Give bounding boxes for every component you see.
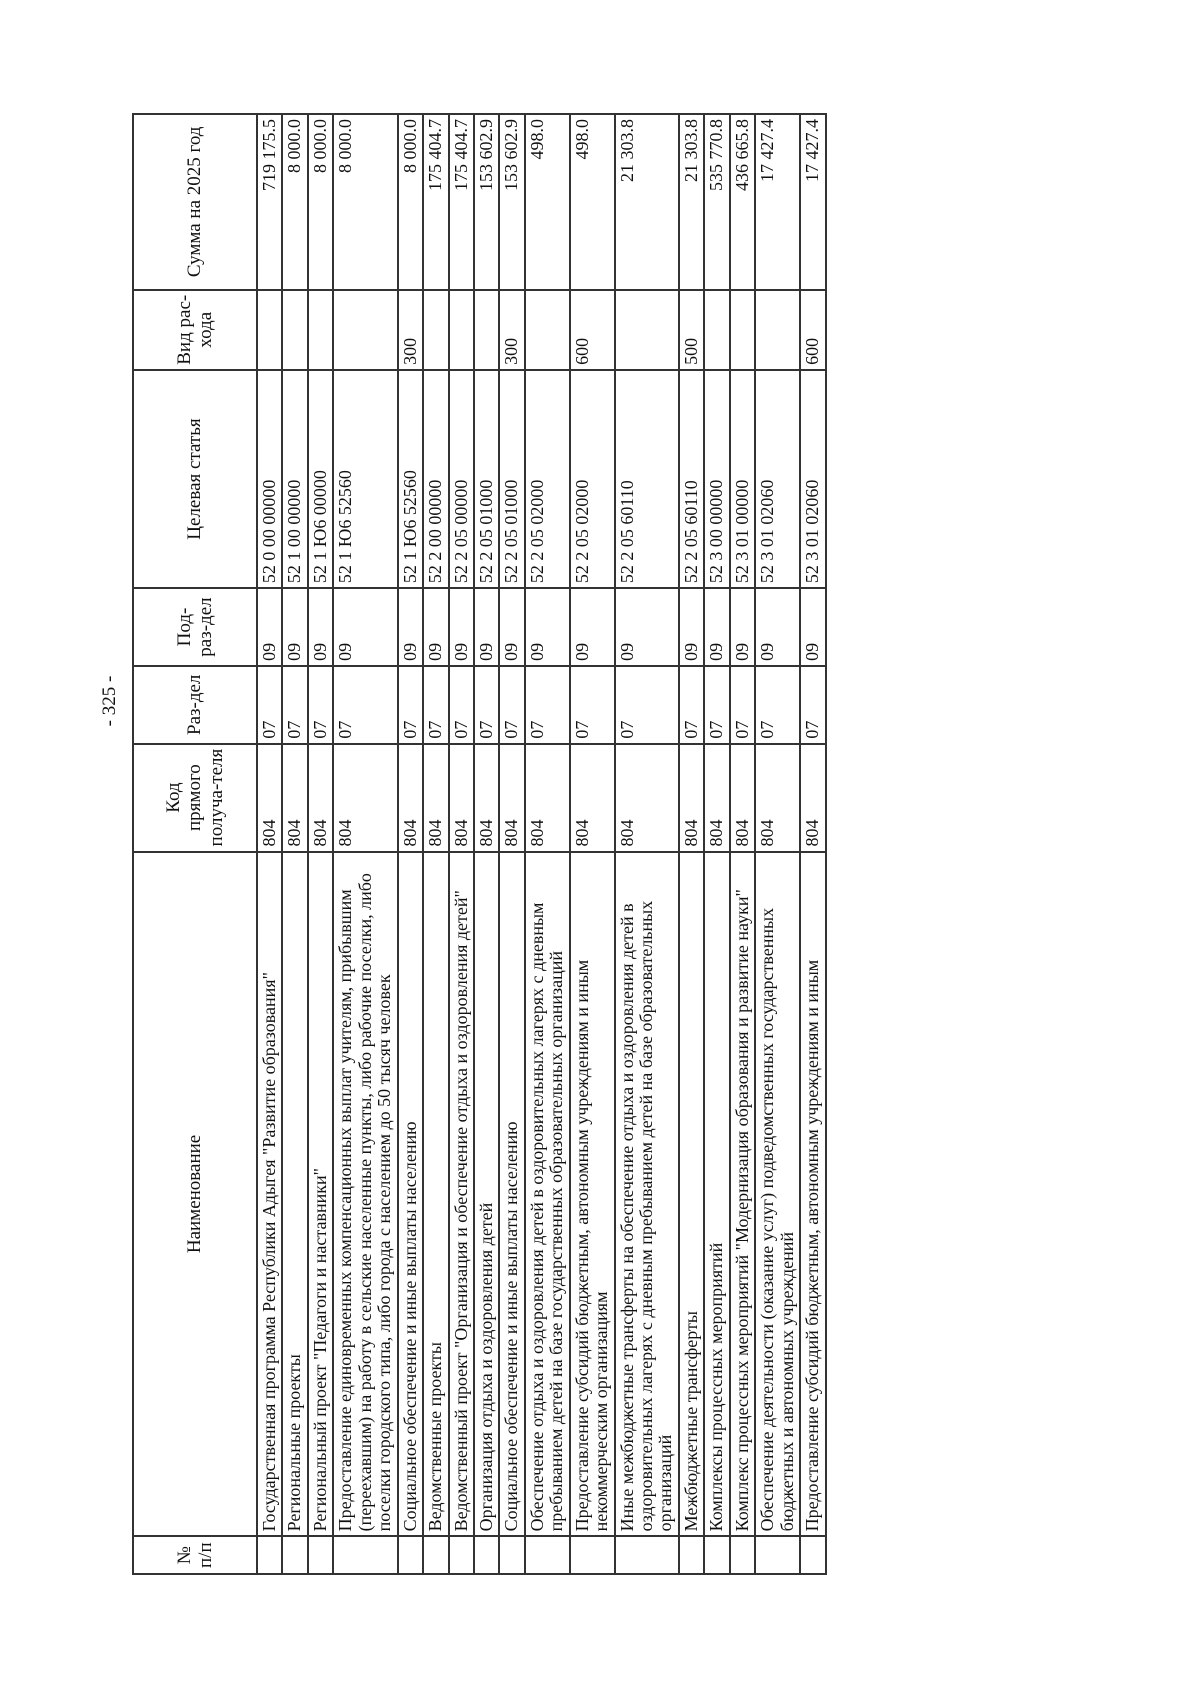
cell-expense-type: [755, 290, 800, 370]
cell-subsection: 09: [308, 588, 333, 666]
table-row: [755, 114, 800, 1574]
cell-target: 52 1 Ю6 52560: [333, 370, 397, 588]
cell-expense-type: [615, 290, 679, 370]
header-target: Целевая статья: [133, 370, 257, 588]
cell-recipient: 804: [570, 744, 615, 852]
cell-section: 07: [474, 666, 499, 744]
cell-target: 52 3 01 02060: [800, 370, 825, 588]
cell-no: [800, 1536, 825, 1574]
cell-recipient: 804: [333, 744, 397, 852]
header-name: Наименование: [133, 852, 257, 1537]
cell-no: [679, 1536, 704, 1574]
header-recipient: Код прямого получа-теля: [133, 744, 257, 852]
cell-sum: 8 000.0: [282, 114, 307, 290]
cell-name: Социальное обеспечение и иные выплаты населению: [398, 852, 423, 1537]
cell-subsection: 09: [474, 588, 499, 666]
cell-no: [615, 1536, 679, 1574]
cell-target: 52 2 05 01000: [474, 370, 499, 588]
cell-section: 07: [730, 666, 755, 744]
cell-subsection: 09: [679, 588, 704, 666]
cell-name: Межбюджетные трансферты: [679, 852, 704, 1537]
cell-name: Предоставление субсидий бюджетным, автономным учреждениям и иным некоммерческим организациям: [570, 852, 615, 1537]
cell-section: 07: [257, 666, 282, 744]
cell-recipient: 804: [679, 744, 704, 852]
cell-subsection: 09: [755, 588, 800, 666]
cell-section: 07: [679, 666, 704, 744]
cell-subsection: 09: [730, 588, 755, 666]
cell-subsection: 09: [499, 588, 524, 666]
cell-sum: 21 303.8: [615, 114, 679, 290]
table-header-row: [133, 114, 257, 1574]
cell-no: [730, 1536, 755, 1574]
cell-section: 07: [449, 666, 474, 744]
header-sum: Сумма на 2025 год: [133, 114, 257, 290]
table-row: [570, 114, 615, 1574]
cell-recipient: 804: [615, 744, 679, 852]
cell-section: 07: [755, 666, 800, 744]
cell-name: Государственная программа Республики Адыгея "Развитие образования": [257, 852, 282, 1537]
table-row: [308, 114, 333, 1574]
cell-expense-type: 300: [398, 290, 423, 370]
cell-subsection: 09: [423, 588, 448, 666]
cell-target: 52 3 01 02060: [755, 370, 800, 588]
cell-subsection: 09: [800, 588, 825, 666]
cell-name: Региональные проекты: [282, 852, 307, 1537]
cell-recipient: 804: [474, 744, 499, 852]
cell-sum: 175 404.7: [449, 114, 474, 290]
cell-section: 07: [423, 666, 448, 744]
cell-sum: 153 602.9: [474, 114, 499, 290]
cell-no: [282, 1536, 307, 1574]
cell-no: [499, 1536, 524, 1574]
cell-name: Организация отдыха и оздоровления детей: [474, 852, 499, 1537]
cell-subsection: 09: [570, 588, 615, 666]
table-row: [704, 114, 729, 1574]
cell-expense-type: [333, 290, 397, 370]
cell-target: 52 2 05 00000: [449, 370, 474, 588]
cell-target: 52 2 05 02000: [570, 370, 615, 588]
table-row: [679, 114, 704, 1574]
cell-subsection: 09: [333, 588, 397, 666]
cell-sum: 436 665.8: [730, 114, 755, 290]
cell-expense-type: [449, 290, 474, 370]
cell-name: Ведомственные проекты: [423, 852, 448, 1537]
cell-target: 52 1 00 00000: [282, 370, 307, 588]
cell-no: [308, 1536, 333, 1574]
table-row: [615, 114, 679, 1574]
cell-no: [449, 1536, 474, 1574]
header-no: № п/п: [133, 1536, 257, 1574]
cell-name: Региональный проект "Педагоги и наставники": [308, 852, 333, 1537]
cell-expense-type: [308, 290, 333, 370]
cell-expense-type: [730, 290, 755, 370]
page-number: - 325 -: [99, 675, 120, 727]
cell-no: [755, 1536, 800, 1574]
cell-no: [525, 1536, 570, 1574]
cell-target: 52 2 05 60110: [679, 370, 704, 588]
cell-recipient: 804: [257, 744, 282, 852]
table-row: [257, 114, 282, 1574]
cell-name: Иные межбюджетные трансферты на обеспечение отдыха и оздоровления детей в оздоровительных лагерях с дневным пребыванием детей на базе образовательных организаций: [615, 852, 679, 1537]
table-row: [800, 114, 825, 1574]
cell-name: Комплекс процессных мероприятий "Модернизация образования и развитие науки": [730, 852, 755, 1537]
cell-subsection: 09: [615, 588, 679, 666]
table-row: [333, 114, 397, 1574]
cell-target: 52 1 Ю6 00000: [308, 370, 333, 588]
cell-recipient: 804: [282, 744, 307, 852]
cell-sum: 21 303.8: [679, 114, 704, 290]
cell-section: 07: [704, 666, 729, 744]
cell-subsection: 09: [449, 588, 474, 666]
cell-name: Обеспечение отдыха и оздоровления детей в оздоровительных лагерях с дневным пребыванием детей на базе государственных образовательных организаций: [525, 852, 570, 1537]
cell-recipient: 804: [704, 744, 729, 852]
table-row: [474, 114, 499, 1574]
cell-expense-type: 600: [570, 290, 615, 370]
cell-section: 07: [398, 666, 423, 744]
cell-recipient: 804: [449, 744, 474, 852]
cell-subsection: 09: [398, 588, 423, 666]
cell-no: [398, 1536, 423, 1574]
header-expense-type: Вид рас-хода: [133, 290, 257, 370]
cell-no: [704, 1536, 729, 1574]
cell-section: 07: [800, 666, 825, 744]
table-row: [525, 114, 570, 1574]
table-row: [730, 114, 755, 1574]
cell-name: Комплексы процессных мероприятий: [704, 852, 729, 1537]
cell-section: 07: [615, 666, 679, 744]
cell-sum: 8 000.0: [308, 114, 333, 290]
table-row: [449, 114, 474, 1574]
cell-expense-type: [257, 290, 282, 370]
cell-expense-type: 300: [499, 290, 524, 370]
cell-sum: 8 000.0: [398, 114, 423, 290]
cell-recipient: 804: [308, 744, 333, 852]
cell-name: Предоставление единовременных компенсационных выплат учителям, прибывшим (переехавшим) на работу в сельские населенные пункты, либо рабочие поселки, либо поселки городского типа, либо города с населением до 50 тысяч человек: [333, 852, 397, 1537]
cell-recipient: 804: [398, 744, 423, 852]
cell-target: 52 3 01 00000: [730, 370, 755, 588]
cell-name: Социальное обеспечение и иные выплаты населению: [499, 852, 524, 1537]
cell-subsection: 09: [704, 588, 729, 666]
cell-target: 52 3 00 00000: [704, 370, 729, 588]
table-row: [423, 114, 448, 1574]
cell-target: 52 1 Ю6 52560: [398, 370, 423, 588]
cell-name: Ведомственный проект "Организация и обеспечение отдыха и оздоровления детей": [449, 852, 474, 1537]
cell-recipient: 804: [423, 744, 448, 852]
cell-expense-type: [525, 290, 570, 370]
cell-target: 52 2 05 60110: [615, 370, 679, 588]
cell-name: Предоставление субсидий бюджетным, автономным учреждениям и иным: [800, 852, 825, 1537]
cell-expense-type: 600: [800, 290, 825, 370]
cell-target: 52 0 00 00000: [257, 370, 282, 588]
header-subsection: Под-раз-дел: [133, 588, 257, 666]
cell-section: 07: [499, 666, 524, 744]
cell-no: [570, 1536, 615, 1574]
cell-sum: 535 770.8: [704, 114, 729, 290]
table-row: [398, 114, 423, 1574]
cell-section: 07: [308, 666, 333, 744]
table-row: [499, 114, 524, 1574]
cell-section: 07: [282, 666, 307, 744]
cell-subsection: 09: [257, 588, 282, 666]
cell-recipient: 804: [499, 744, 524, 852]
cell-sum: 8 000.0: [333, 114, 397, 290]
cell-subsection: 09: [525, 588, 570, 666]
table-row: [282, 114, 307, 1574]
cell-section: 07: [570, 666, 615, 744]
cell-no: [333, 1536, 397, 1574]
cell-recipient: 804: [800, 744, 825, 852]
cell-target: 52 2 05 01000: [499, 370, 524, 588]
budget-table: [132, 113, 827, 1575]
cell-no: [257, 1536, 282, 1574]
cell-target: 52 2 00 00000: [423, 370, 448, 588]
cell-sum: 17 427.4: [755, 114, 800, 290]
cell-expense-type: [423, 290, 448, 370]
cell-sum: 17 427.4: [800, 114, 825, 290]
cell-sum: 498.0: [525, 114, 570, 290]
cell-sum: 719 175.5: [257, 114, 282, 290]
header-section: Раз-дел: [133, 666, 257, 744]
cell-recipient: 804: [525, 744, 570, 852]
cell-expense-type: [704, 290, 729, 370]
cell-subsection: 09: [282, 588, 307, 666]
rotated-table-container: [132, 113, 827, 1575]
cell-name: Обеспечение деятельности (оказание услуг) подведомственных государственных бюджетных и автономных учреждений: [755, 852, 800, 1537]
cell-sum: 175 404.7: [423, 114, 448, 290]
cell-expense-type: 500: [679, 290, 704, 370]
cell-expense-type: [474, 290, 499, 370]
cell-recipient: 804: [755, 744, 800, 852]
cell-no: [423, 1536, 448, 1574]
cell-section: 07: [333, 666, 397, 744]
cell-recipient: 804: [730, 744, 755, 852]
cell-target: 52 2 05 02000: [525, 370, 570, 588]
cell-section: 07: [525, 666, 570, 744]
cell-sum: 153 602.9: [499, 114, 524, 290]
cell-no: [474, 1536, 499, 1574]
cell-expense-type: [282, 290, 307, 370]
cell-sum: 498.0: [570, 114, 615, 290]
